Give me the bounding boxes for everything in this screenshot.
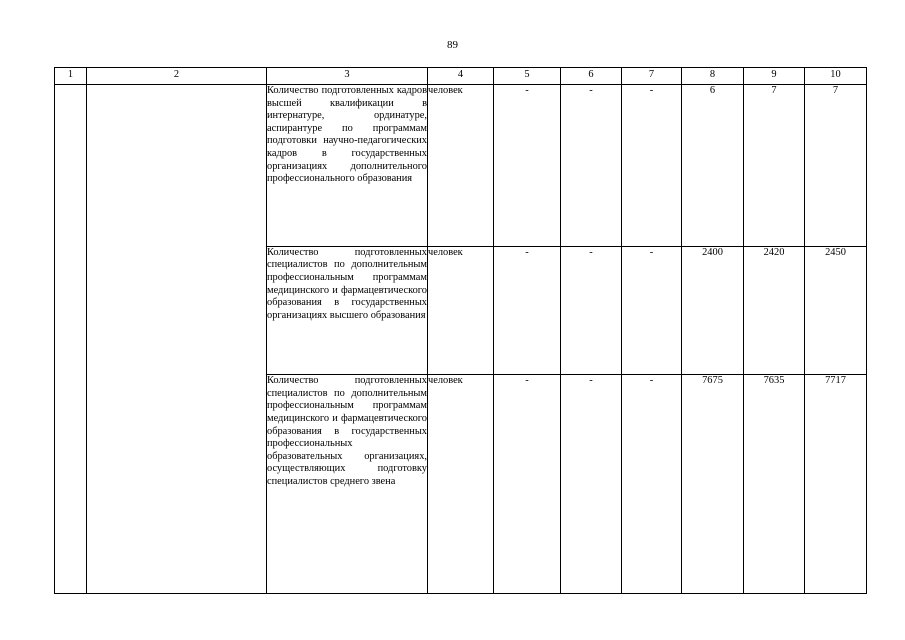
indicator-description: Количество подготовленных кадров высшей квалификации в интернатуре, ординатуре, аспирантуре по программам подготовки научно-педагогических кадров в государственных организациях дополнительного профессионального образования (267, 85, 428, 247)
value-col-8: 6 (682, 85, 744, 247)
header-col-8: 8 (682, 68, 744, 85)
value-col-7: - (622, 85, 682, 247)
header-col-5: 5 (494, 68, 561, 85)
value-col-10: 7717 (805, 375, 867, 594)
value-col-6: - (561, 375, 622, 594)
header-col-1: 1 (55, 68, 87, 85)
page-number: 89 (447, 39, 458, 51)
indicator-table (54, 67, 867, 594)
header-col-4: 4 (428, 68, 494, 85)
value-col-5: - (494, 85, 561, 247)
value-col-8: 7675 (682, 375, 744, 594)
header-col-10: 10 (805, 68, 867, 85)
header-col-2: 2 (87, 68, 267, 85)
value-col-10: 2450 (805, 246, 867, 375)
unit-cell: человек (428, 246, 494, 375)
value-col-6: - (561, 246, 622, 375)
value-col-7: - (622, 375, 682, 594)
table-row (55, 85, 867, 247)
cell-col-1 (55, 85, 87, 594)
header-row (55, 68, 867, 85)
header-col-3: 3 (267, 68, 428, 85)
value-col-9: 7635 (744, 375, 805, 594)
indicator-description: Количество подготовленных специалистов по дополнительным профессиональным программам медицинского и фармацевтического образования в государственных профессиональных образовательных организациях, осуществляющих подготовку специалистов среднего звена (267, 375, 428, 594)
value-col-9: 7 (744, 85, 805, 247)
unit-cell: человек (428, 375, 494, 594)
unit-cell: человек (428, 85, 494, 247)
value-col-8: 2400 (682, 246, 744, 375)
value-col-10: 7 (805, 85, 867, 247)
header-col-9: 9 (744, 68, 805, 85)
header-col-7: 7 (622, 68, 682, 85)
value-col-5: - (494, 375, 561, 594)
indicator-description: Количество подготовленных специалистов по дополнительным профессиональным программам медицинского и фармацевтического образования в государственных организациях высшего образования (267, 246, 428, 375)
cell-col-2 (87, 85, 267, 594)
value-col-7: - (622, 246, 682, 375)
value-col-5: - (494, 246, 561, 375)
value-col-9: 2420 (744, 246, 805, 375)
value-col-6: - (561, 85, 622, 247)
header-col-6: 6 (561, 68, 622, 85)
